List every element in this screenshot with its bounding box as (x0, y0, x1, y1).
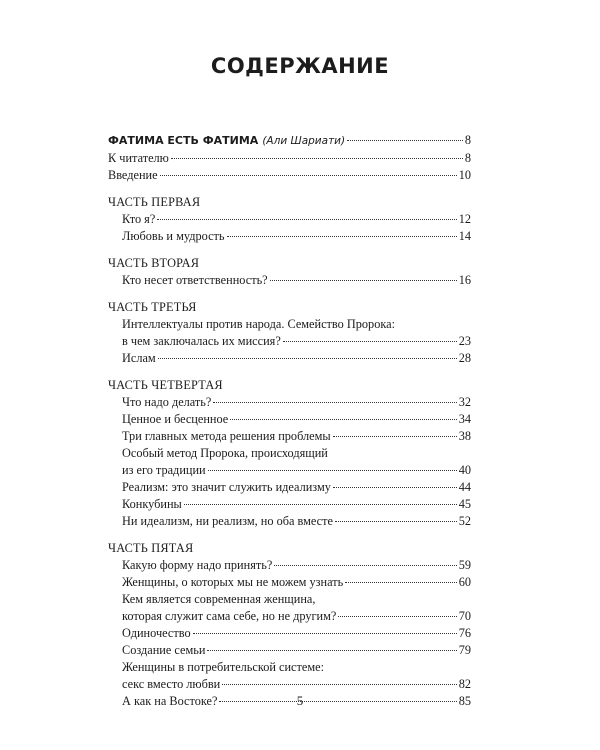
toc-page-number: 32 (458, 395, 471, 409)
toc-page-number: 70 (458, 609, 471, 623)
dot-leader (158, 358, 457, 359)
toc-entry-first-line: Особый метод Пророка, происходящий (122, 446, 328, 460)
toc-heading-title: ФАТИМА ЕСТЬ ФАТИМА (108, 134, 259, 147)
toc-entry-label: Одиночество (122, 626, 191, 640)
toc-entry-label: Что надо делать? (122, 395, 212, 409)
dot-leader (274, 565, 456, 566)
toc-entry-label: Ценное и бесценное (122, 412, 229, 426)
dot-leader (222, 684, 456, 685)
toc-page-number: 60 (458, 575, 471, 589)
toc-page-number: 44 (458, 480, 471, 494)
toc-entry-label: Ислам (122, 351, 156, 365)
toc-entry[interactable] (108, 479, 471, 496)
part-heading: ЧАСТЬ ПЯТАЯ (108, 541, 194, 555)
toc-entry-label: К читателю (108, 151, 169, 165)
dot-leader (345, 582, 456, 583)
toc-entry[interactable] (108, 272, 471, 289)
part-heading: ЧАСТЬ ПЕРВАЯ (108, 195, 201, 209)
toc-page-number: 23 (458, 334, 471, 348)
toc-entry[interactable] (108, 642, 471, 659)
toc-entry-label: А как на Востоке? (122, 694, 218, 708)
dot-leader (213, 402, 456, 403)
toc-entry[interactable] (108, 150, 471, 167)
toc-entry-label: в чем заключалась их миссия? (122, 334, 281, 348)
toc-page-number: 76 (458, 626, 471, 640)
dot-leader (335, 521, 457, 522)
toc-heading-author: (Али Шариати) (262, 135, 346, 147)
dot-leader (157, 219, 456, 220)
dot-leader (333, 436, 457, 437)
page-number: 5 (296, 693, 304, 708)
toc-entry[interactable] (108, 676, 471, 693)
dot-leader (184, 504, 457, 505)
toc-page-number: 8 (464, 133, 471, 147)
dot-leader (270, 280, 457, 281)
toc-entry-label: Какую форму надо принять? (122, 558, 273, 572)
toc-entry[interactable] (108, 557, 471, 574)
toc-part (108, 255, 471, 289)
page-title: СОДЕРЖАНИЕ (210, 54, 390, 78)
toc-entry-label: Кто несет ответственность? (122, 273, 268, 287)
toc-entry[interactable] (108, 167, 471, 184)
toc-entry[interactable] (108, 462, 471, 479)
toc-page-number: 14 (458, 229, 471, 243)
dot-leader (338, 616, 456, 617)
dot-leader (207, 650, 456, 651)
dot-leader (283, 341, 457, 342)
toc-entry-label: Женщины, о которых мы не можем узнать (122, 575, 344, 589)
toc-entry[interactable] (108, 513, 471, 530)
toc-entry-first-line: Интеллектуалы против народа. Семейство Пророка: (122, 317, 396, 331)
dot-leader (193, 633, 457, 634)
toc-heading-text (108, 132, 345, 150)
toc-entry-first-line: Женщины в потребительской системе: (122, 660, 324, 674)
toc-entry-label: которая служит сама себе, но не другим? (122, 609, 337, 623)
toc-entry-label: Любовь и мудрость (122, 229, 225, 243)
toc-page-number: 38 (458, 429, 471, 443)
toc-part (108, 299, 471, 367)
toc-entry-label: Создание семьи (122, 643, 206, 657)
toc-page-number: 45 (458, 497, 471, 511)
toc-entry-first-line: Кем является современная женщина, (122, 592, 316, 606)
toc-entry[interactable] (108, 574, 471, 591)
toc-entry-label: из его традиции (122, 463, 206, 477)
toc-entry[interactable] (108, 411, 471, 428)
toc-page-number: 10 (458, 168, 471, 182)
table-of-contents (108, 132, 471, 710)
dot-leader (347, 140, 463, 141)
toc-page-number: 34 (458, 412, 471, 426)
toc-entry-label: секс вместо любви (122, 677, 221, 691)
toc-parts (108, 194, 471, 710)
toc-part (108, 194, 471, 245)
dot-leader (230, 419, 456, 420)
intro-entries (108, 150, 471, 184)
toc-page-number: 12 (458, 212, 471, 226)
dot-leader (160, 175, 457, 176)
toc-entry[interactable] (108, 211, 471, 228)
toc-entry-label: Ни идеализм, ни реализм, но оба вместе (122, 514, 333, 528)
part-heading: ЧАСТЬ ЧЕТВЕРТАЯ (108, 378, 223, 392)
toc-part (108, 377, 471, 530)
toc-entry-label: Кто я? (122, 212, 156, 226)
toc-page-number: 40 (458, 463, 471, 477)
toc-page-number: 59 (458, 558, 471, 572)
toc-page-number: 79 (458, 643, 471, 657)
toc-entry[interactable] (108, 228, 471, 245)
toc-entry[interactable] (108, 496, 471, 513)
toc-entry-label: Введение (108, 168, 158, 182)
part-heading: ЧАСТЬ ТРЕТЬЯ (108, 300, 197, 314)
dot-leader (171, 158, 463, 159)
toc-page-number: 8 (464, 151, 471, 165)
dot-leader (208, 470, 457, 471)
toc-page-number: 28 (458, 351, 471, 365)
toc-entry-label: Три главных метода решения проблемы (122, 429, 331, 443)
toc-page-number: 16 (458, 273, 471, 287)
dot-leader (333, 487, 457, 488)
toc-page-number: 52 (458, 514, 471, 528)
toc-heading-row[interactable] (108, 132, 471, 150)
toc-entry[interactable] (108, 608, 471, 625)
part-heading: ЧАСТЬ ВТОРАЯ (108, 256, 200, 270)
toc-entry-label: Реализм: это значит служить идеализму (122, 480, 331, 494)
toc-entry[interactable] (108, 394, 471, 411)
toc-part (108, 540, 471, 710)
toc-page-number: 85 (458, 694, 471, 708)
toc-entry[interactable] (108, 333, 471, 350)
toc-page-number: 82 (458, 677, 471, 691)
toc-entry[interactable] (108, 350, 471, 367)
dot-leader (227, 236, 457, 237)
toc-entry-label: Конкубины (122, 497, 182, 511)
toc-entry[interactable] (108, 428, 471, 445)
toc-entry[interactable] (108, 625, 471, 642)
